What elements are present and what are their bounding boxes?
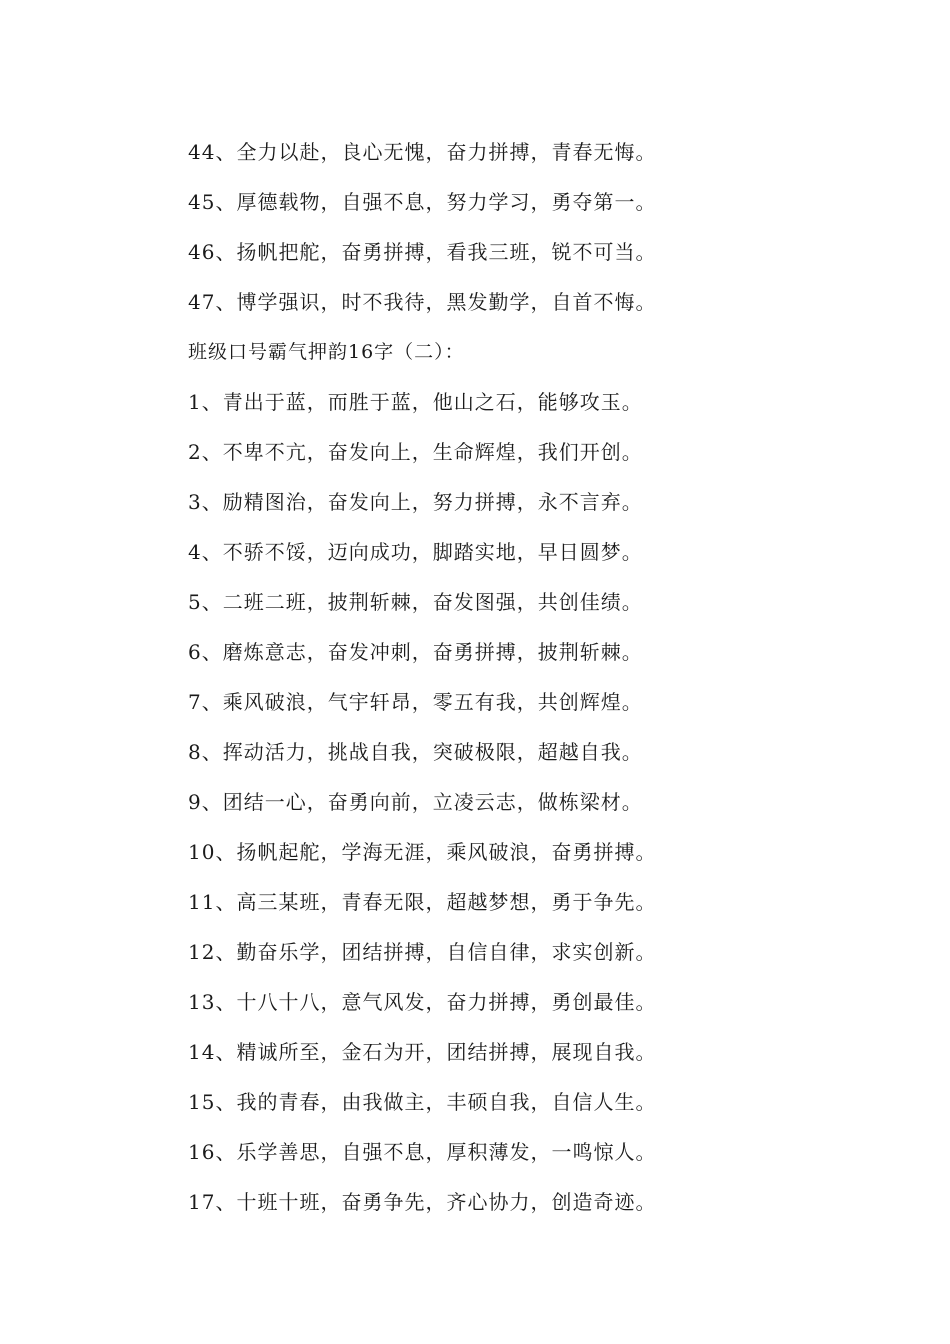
slogan-line-3: 3、励精图治，奋发向上，努力拼搏，永不言弃。 — [188, 490, 643, 514]
slogan-line-10: 10、扬帆起舵，学海无涯，乘风破浪，奋勇拼搏。 — [188, 840, 657, 864]
slogan-line-4: 4、不骄不馁，迈向成功，脚踏实地，早日圆梦。 — [188, 540, 643, 564]
slogan-line-14: 14、精诚所至，金石为开，团结拼搏，展现自我。 — [188, 1040, 657, 1064]
slogan-line-17: 17、十班十班，奋勇争先，齐心协力，创造奇迹。 — [188, 1190, 657, 1214]
slogan-line-47: 47、博学强识，时不我待，黑发勤学，自首不悔。 — [188, 290, 657, 314]
slogan-line-2: 2、不卑不亢，奋发向上，生命辉煌，我们开创。 — [188, 440, 643, 464]
slogan-line-1: 1、青出于蓝，而胜于蓝，他山之石，能够攻玉。 — [188, 390, 643, 414]
slogan-line-13: 13、十八十八，意气风发，奋力拼搏，勇创最佳。 — [188, 990, 657, 1014]
slogan-line-6: 6、磨炼意志，奋发冲刺，奋勇拼搏，披荆斩棘。 — [188, 640, 643, 664]
slogan-line-9: 9、团结一心，奋勇向前，立凌云志，做栋梁材。 — [188, 790, 643, 814]
section-heading: 班级口号霸气押韵16字（二）： — [188, 341, 465, 363]
slogan-line-45: 45、厚德载物，自强不息，努力学习，勇夺第一。 — [188, 190, 657, 214]
slogan-line-7: 7、乘风破浪，气宇轩昂，零五有我，共创辉煌。 — [188, 690, 643, 714]
slogan-line-15: 15、我的青春，由我做主，丰硕自我，自信人生。 — [188, 1090, 657, 1114]
slogan-line-44: 44、全力以赴，良心无愧，奋力拼搏，青春无悔。 — [188, 140, 657, 164]
document-body — [188, 134, 888, 1234]
slogan-line-16: 16、乐学善思，自强不息，厚积薄发，一鸣惊人。 — [188, 1140, 657, 1164]
slogan-line-5: 5、二班二班，披荆斩棘，奋发图强，共创佳绩。 — [188, 590, 643, 614]
slogan-line-46: 46、扬帆把舵，奋勇拼搏，看我三班，锐不可当。 — [188, 240, 657, 264]
slogan-line-8: 8、挥动活力，挑战自我，突破极限，超越自我。 — [188, 740, 643, 764]
slogan-line-12: 12、勤奋乐学，团结拼搏，自信自律，求实创新。 — [188, 940, 657, 964]
slogan-line-11: 11、高三某班，青春无限，超越梦想，勇于争先。 — [188, 890, 657, 914]
